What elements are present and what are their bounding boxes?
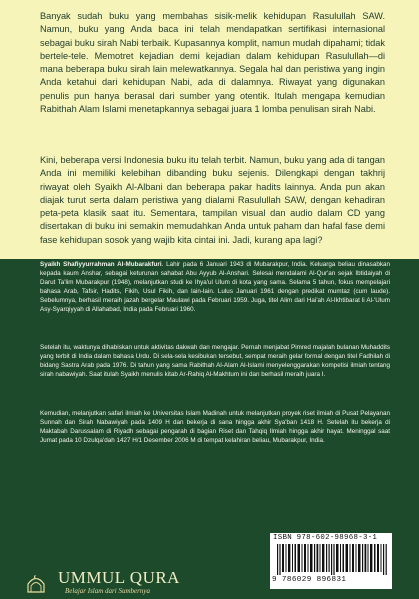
barcode-bars bbox=[277, 544, 389, 575]
author-bio-paragraph-2: Setelah itu, waktunya dihabiskan untuk aktivitas dakwah dan mengajar. Pernah menjabat Pimred majalah bulanan Muhaddits yang terbit di India dalam bahasa Urdu. Di sela-sela kesibukan tersebut, sempat meraih gelar formal dengan titel Fadhilah di bidang Sastra Arab pada 1976. Di tahun yang sama Rabithah Al-Alam Al-Islami menyelenggarakan kompetisi ilmiah tentang sirah nabawiyah. Saat itulah Syaikh menulis kitab Ar-Rahiq Al-Makhtum ini dan berhasil meraih juara I. bbox=[40, 344, 390, 378]
isbn-label: ISBN 978-602-98968-3-1 bbox=[273, 534, 378, 542]
isbn-barcode bbox=[270, 533, 392, 589]
synopsis-section bbox=[0, 0, 419, 259]
author-bio-text-1: . Lahir pada 6 Januari 1943 di Mubarakpur, India. Keluarga beliau dinasabkan kepada kaum Anshar, sebagai keturunan sahabat Abu Ayyub Al-Anshari. Selesai mendalami Al-Qur'an sejak Ibtidaiyah di Darut Ta'lim Mubarakpur (1948), melanjutkan studi ke Ihya'ul Ulum di kota yang sama. Selama 5 tahun, fokus mempelajari bahasa Arab, Tafsir, Hadits, Fikih, Usul Fikih, dan lain-lain. Lulus Januari 1961 dengan predikat mumtaz (cum laude). Sebelumnya, berhasil meraih jazah bergelar Maulawi pada Februari 1959. Juga, titel Alim dari Hai'ah Al-Ikhtibarat li Al-'Ulum Asy-Syarqiyyah di Allahabad, India pada Februari 1960. bbox=[40, 261, 390, 313]
author-section bbox=[0, 259, 419, 599]
author-bio-paragraph-1 bbox=[40, 261, 390, 314]
publisher-name: UMMUL QURA bbox=[58, 568, 180, 587]
author-name: Syaikh Shafiyyurrahman Al-Mubarakfuri bbox=[40, 261, 162, 268]
publisher-tagline: Belajar Islam dari Sumbernya bbox=[65, 587, 150, 595]
synopsis-paragraph-1: Banyak sudah buku yang membahas sisik-melik kehidupan Rasulullah SAW. Namun, buku yang Anda baca ini telah mendapatkan sertifikasi internasional sebagai buku sirah Nabi terbaik. Kupasannya komplit, namun mudah dipahami; tidak bertele-tele. Memotret kejadian demi kejadian dalam kehidupan Rasulullah—di mana beberapa buku sirah lain melewatkannya. Segala hal dan peristiwa yang ingin Anda ketahui dari kehidupan Nabi, ada di dalamnya. Riwayat yang digunakan penulis pun hanya berasal dari sumber yang otentik. Itulah mengapa kemudian Rabithah Alam Islami menetapkannya sebagai juara 1 lomba penulisan sirah Nabi. bbox=[40, 11, 385, 115]
dome-crescent-icon bbox=[25, 572, 47, 594]
author-bio-paragraph-3: Kemudian, melanjutkan safari ilmiah ke Universitas Islam Madinah untuk melanjutkan proyek riset ilmiah di Pusat Pelayanan Sunnah dan Sirah Nabawiyah pada 1409 H dan bekerja di sana hingga akhir Sya'ban 1418 H. Setelah itu bekerja di Maktabah Darussalam di Riyadh sebagai pengarah di bagian Riset dan Tahqiq Ilmiah hingga akhir hayat. Meninggal saat Jumat pada 10 Dzulqa'dah 1427 H/1 Desember 2006 M di tempat kelahiran beliau, Mubarakpur, India. bbox=[40, 410, 390, 444]
barcode-digits: 9 786029 896831 bbox=[272, 576, 347, 584]
synopsis-paragraph-2: Kini, beberapa versi Indonesia buku itu telah terbit. Namun, buku yang ada di tangan Anda ini memiliki kelebihan dibanding buku sejenis. Dilengkapi dengan takhrij riwayat oleh Syaikh Al-Albani dan beberapa pakar hadits lainnya. Anda pun akan diajak turut serta dalam peristiwa yang dialami Rasulullah SAW, dengan kehadiran peta-peta klasik saat itu. Sementara, tampilan visual dan audio dalam CD yang disertakan di buku ini semakin memudahkan Anda untuk paham dan hafal fase demi fase kehidupan sosok yang wajib kita cintai ini. Jadi, kurang apa lagi? bbox=[40, 155, 385, 245]
publisher-logo bbox=[25, 568, 250, 598]
